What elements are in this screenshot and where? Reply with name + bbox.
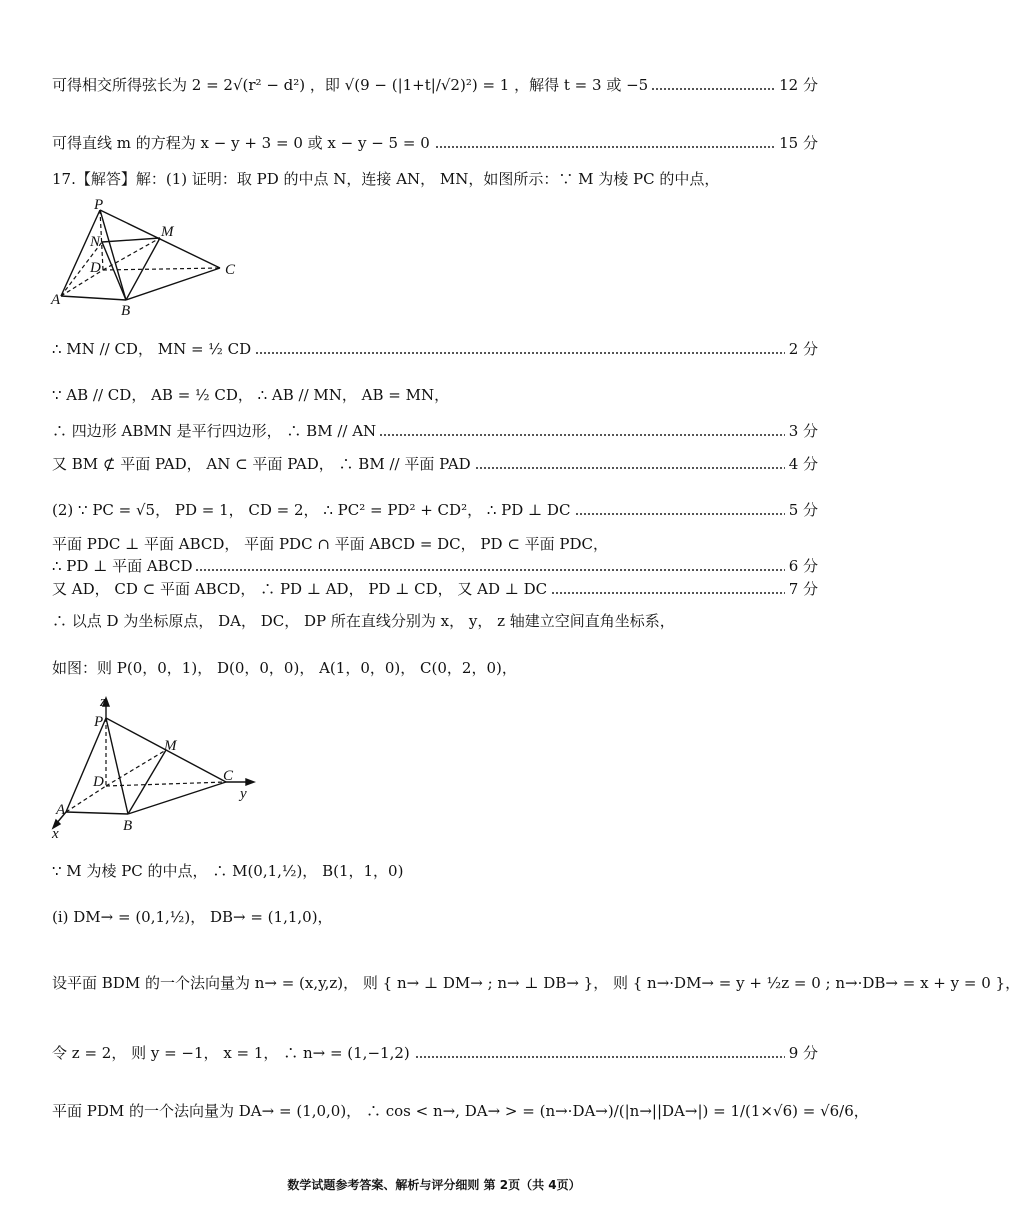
line-text: 又 BM ⊄ 平面 PAD， AN ⊂ 平面 PAD， ∴ BM // 平面 PAD — [52, 455, 475, 473]
step-parallelogram — [52, 420, 818, 442]
step-bm-plane — [52, 453, 818, 475]
label-A: A — [51, 292, 61, 308]
line-text: 设平面 BDM 的一个法向量为 n→ = (x,y,z)， 则 { n→ ⊥ DM→ ; n→ ⊥ DB→ }， 则 { n→·DM→ = y + ½z = 0 ; n→·DB→ = x + y = 0 }， — [52, 974, 1024, 992]
problem-17-header — [52, 168, 818, 190]
score: 4 分 — [785, 453, 818, 475]
line-text: 如图：则 P(0，0，1)， D(0，0，0)， A(1，0，0)， C(0，2，0)， — [52, 659, 521, 677]
score: 6 分 — [785, 555, 818, 577]
score: 15 分 — [775, 132, 818, 154]
line-text: (i) DM→ = (0,1,½)， DB→ = (1,1,0)， — [52, 908, 337, 926]
line-text: ∴ MN // CD， MN = ½ CD — [52, 340, 255, 358]
line-text: ∵ M 为棱 PC 的中点， ∴ M(0,1,½)， B(1，1，0) — [52, 862, 407, 880]
line-text: ∴ PD ⊥ 平面 ABCD — [52, 557, 196, 575]
label-M: M — [164, 738, 177, 754]
step-coordinate-system — [52, 610, 818, 632]
score: 3 分 — [785, 420, 818, 442]
pyramid-figure-1 — [48, 194, 248, 318]
step-pc-pythag — [52, 499, 818, 521]
label-C: C — [223, 768, 234, 784]
score: 2 分 — [785, 338, 818, 360]
label-y: y — [240, 786, 247, 802]
step-ad-cd — [52, 578, 818, 600]
label-A: A — [56, 802, 66, 818]
step-midpoint-m — [52, 860, 818, 882]
label-D: D — [93, 774, 104, 790]
label-z: z — [100, 694, 106, 710]
line-text: ∴ 以点 D 为坐标原点， DA， DC， DP 所在直线分别为 x， y， z 轴建立空间直角坐标系， — [52, 612, 679, 630]
line-text: 可得相交所得弦长为 2 = 2√(r² − d²) ，即 √(9 − (|1+t|/√2)²) = 1 ，解得 t = 3 或 −5 — [52, 76, 652, 94]
step-plane-perp — [52, 533, 818, 555]
line-text: 又 AD， CD ⊂ 平面 ABCD， ∴ PD ⊥ AD， PD ⊥ CD， 又 AD ⊥ DC — [52, 580, 551, 598]
step-pd-perp-plane — [52, 555, 818, 577]
line-text: 平面 PDC ⊥ 平面 ABCD， 平面 PDC ∩ 平面 ABCD = DC， PD ⊂ 平面 PDC， — [52, 535, 612, 553]
step-normal-vector-pdm — [52, 1100, 869, 1122]
line-text: 令 z = 2， 则 y = −1， x = 1， ∴ n→ = (1,−1,2) — [52, 1044, 414, 1062]
score: 12 分 — [775, 74, 818, 96]
answer-line-line-equation — [52, 132, 818, 154]
line-text: 平面 PDM 的一个法向量为 DA→ = (1,0,0)， ∴ cos < n→, DA→ > = (n→·DA→)/(|n→||DA→|) = 1/(1×√6) = √6/6， — [52, 1102, 873, 1120]
answer-line-chord — [52, 74, 818, 96]
label-M: M — [161, 224, 174, 240]
score: 9 分 — [785, 1042, 818, 1064]
label-P: P — [94, 714, 104, 730]
label-N: N — [90, 234, 101, 250]
score: 7 分 — [785, 578, 818, 600]
line-text: 可得直线 m 的方程为 x − y + 3 = 0 或 x − y − 5 = 0 — [52, 134, 434, 152]
step-ab-parallel — [52, 384, 818, 406]
line-text: ∵ AB // CD， AB = ½ CD， ∴ AB // MN， AB = MN， — [52, 386, 453, 404]
label-P: P — [94, 197, 104, 213]
line-text: ∴ 四边形 ABMN 是平行四边形， ∴ BM // AN — [52, 422, 380, 440]
label-D: D — [90, 260, 101, 276]
step-normal-vector-bdm — [52, 972, 1021, 994]
step-mn-parallel — [52, 338, 818, 360]
label-B: B — [123, 818, 133, 834]
step-coordinates — [52, 657, 818, 679]
pyramid-figure-2 — [48, 694, 268, 840]
line-text: 17.【解答】解：(1) 证明：取 PD 的中点 N，连接 AN， MN，如图所示：∵ M 为棱 PC 的中点， — [52, 170, 723, 188]
label-B: B — [121, 303, 131, 319]
step-vectors — [52, 906, 818, 928]
label-C: C — [225, 262, 236, 278]
label-x: x — [52, 826, 59, 842]
step-solve-normal — [52, 1042, 818, 1064]
page-footer: 数学试题参考答案、解析与评分细则 第 2页（共 4页） — [287, 1178, 581, 1192]
line-text: (2) ∵ PC = √5， PD = 1， CD = 2， ∴ PC² = PD² + CD²， ∴ PD ⊥ DC — [52, 501, 574, 519]
score: 5 分 — [785, 499, 818, 521]
